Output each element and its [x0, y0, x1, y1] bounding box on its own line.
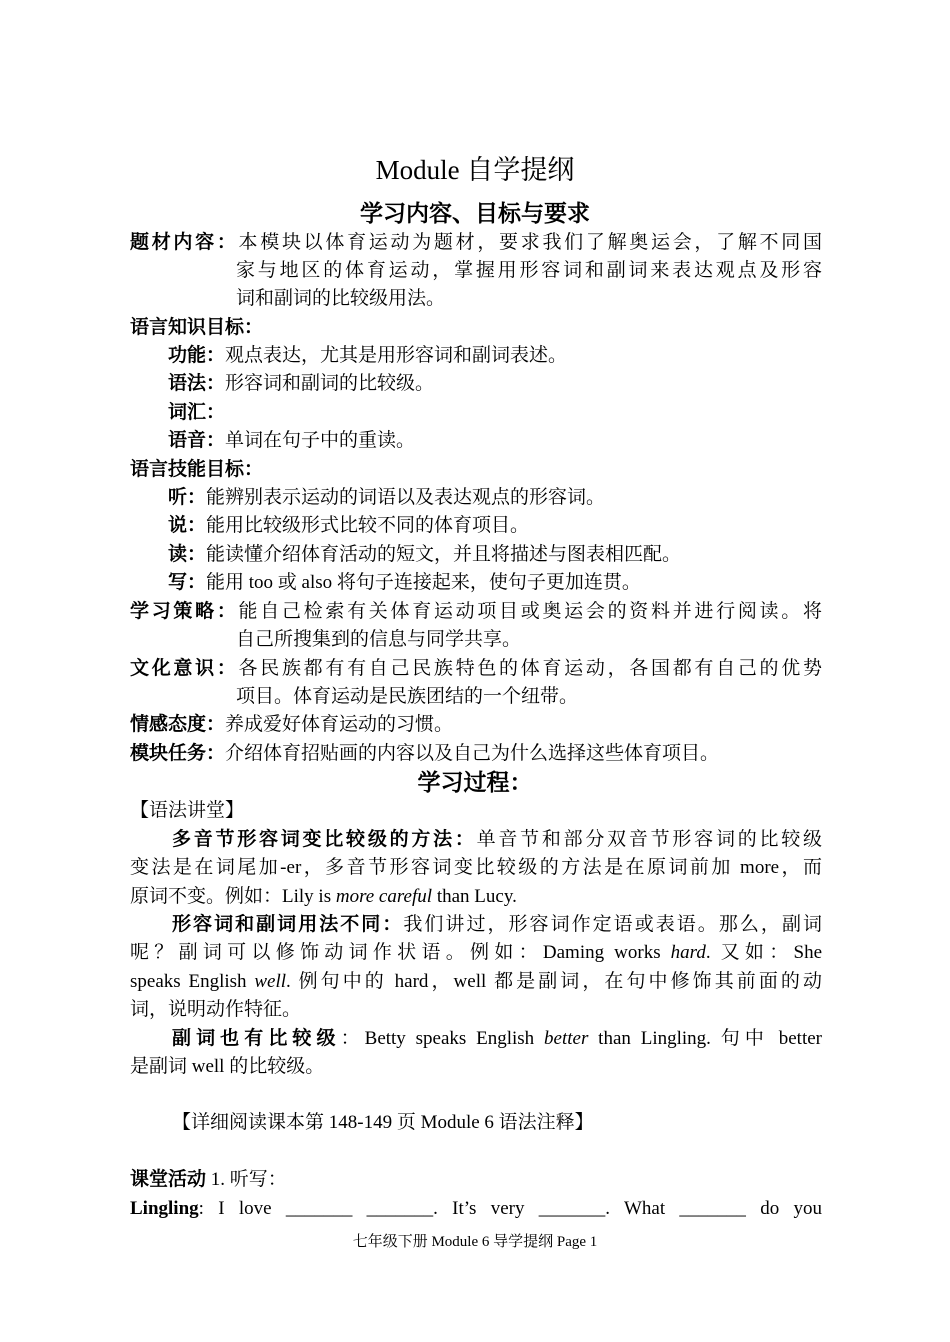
- dictation-speaker: Lingling: [130, 1198, 199, 1219]
- topic-line-1: 题材内容：本模块以体育运动为题材，要求我们了解奥运会，了解不同国: [130, 232, 822, 253]
- strategy-line-1: 学习策略：能自己检索有关体育运动项目或奥运会的资料并进行阅读。将: [130, 601, 822, 622]
- topic-line-2: 家与地区的体育运动，掌握用形容词和副词来表达观点及形容: [236, 260, 822, 281]
- section-heading-goals: 学习内容、目标与要求: [360, 201, 590, 226]
- p2-line-4: 词，说明动作特征。: [130, 999, 302, 1020]
- knowledge-grammar: 语法：形容词和副词的比较级。: [168, 373, 435, 394]
- topic-label: 题材内容：: [130, 232, 239, 253]
- knowledge-label: 语言知识目标：: [130, 317, 264, 338]
- skills-speak: 说：能用比较级形式比较不同的体育项目。: [168, 515, 530, 536]
- p2-line-1: 形容词和副词用法不同：我们讲过，形容词作定语或表语。那么，副词: [172, 914, 822, 935]
- strategy-line-2: 自己所搜集到的信息与同学共享。: [236, 629, 522, 650]
- task-line: 模块任务：介绍体育招贴画的内容以及自己为什么选择这些体育项目。: [130, 743, 720, 764]
- grammar-class-label: 【语法讲堂】: [130, 800, 245, 821]
- strategy-label: 学习策略：: [130, 601, 239, 622]
- p3-line-2: 是副词 well 的比较级。: [130, 1056, 325, 1077]
- task-label: 模块任务：: [130, 743, 226, 764]
- page-footer: 七年级下册 Module 6 导学提纲 Page 1: [352, 1234, 598, 1250]
- skills-listen: 听：能辨别表示运动的词语以及表达观点的形容词。: [168, 487, 606, 508]
- reading-note: 【详细阅读课本第 148-149 页 Module 6 语法注释】: [172, 1112, 594, 1133]
- dictation-line: Lingling: I love _______ _______. It’s very _______. What _______ do you: [130, 1198, 822, 1219]
- page-title: Module 自学提纲: [375, 155, 575, 185]
- culture-line-1: 文化意识：各民族都有有自己民族特色的体育运动，各国都有自己的优势: [130, 658, 822, 679]
- knowledge-phonetics: 语音：单词在句子中的重读。: [168, 430, 416, 451]
- section-heading-process: 学习过程：: [417, 770, 533, 795]
- knowledge-vocab: 词汇：: [168, 402, 226, 423]
- p1-line-2: 变法是在词尾加-er，多音节形容词变比较级的方法是在原词前加 more，而: [130, 857, 822, 878]
- skills-write: 写：能用 too 或 also 将句子连接起来，使句子更加连贯。: [168, 572, 641, 593]
- topic-line-3: 词和副词的比较级用法。: [236, 288, 446, 309]
- skills-read: 读：能读懂介绍体育活动的短文，并且将描述与图表相匹配。: [168, 544, 682, 565]
- p2-line-3: speaks English well. 例句中的 hard，well 都是副词，在句中修饰其前面的动: [130, 971, 822, 992]
- culture-line-2: 项目。体育运动是民族团结的一个纽带。: [236, 686, 579, 707]
- knowledge-function: 功能：观点表达，尤其是用形容词和副词表述。: [168, 345, 568, 366]
- p1-line-3: 原词不变。例如：Lily is more careful than Lucy.: [130, 886, 517, 907]
- p1-line-1: 多音节形容词变比较级的方法：单音节和部分双音节形容词的比较级: [172, 829, 822, 850]
- p2-line-2: 呢？副词可以修饰动词作状语。例如：Daming works hard. 又如：She: [130, 942, 822, 963]
- attitude-line: 情感态度：养成爱好体育运动的习惯。: [130, 714, 454, 735]
- attitude-label: 情感态度：: [130, 714, 226, 735]
- p3-line-1: 副词也有比较级：Betty speaks English better than Lingling. 句中 better: [172, 1028, 822, 1049]
- skills-label: 语言技能目标：: [130, 459, 264, 480]
- activity-line: 课堂活动 1. 听写：: [130, 1169, 287, 1190]
- culture-label: 文化意识：: [130, 658, 239, 679]
